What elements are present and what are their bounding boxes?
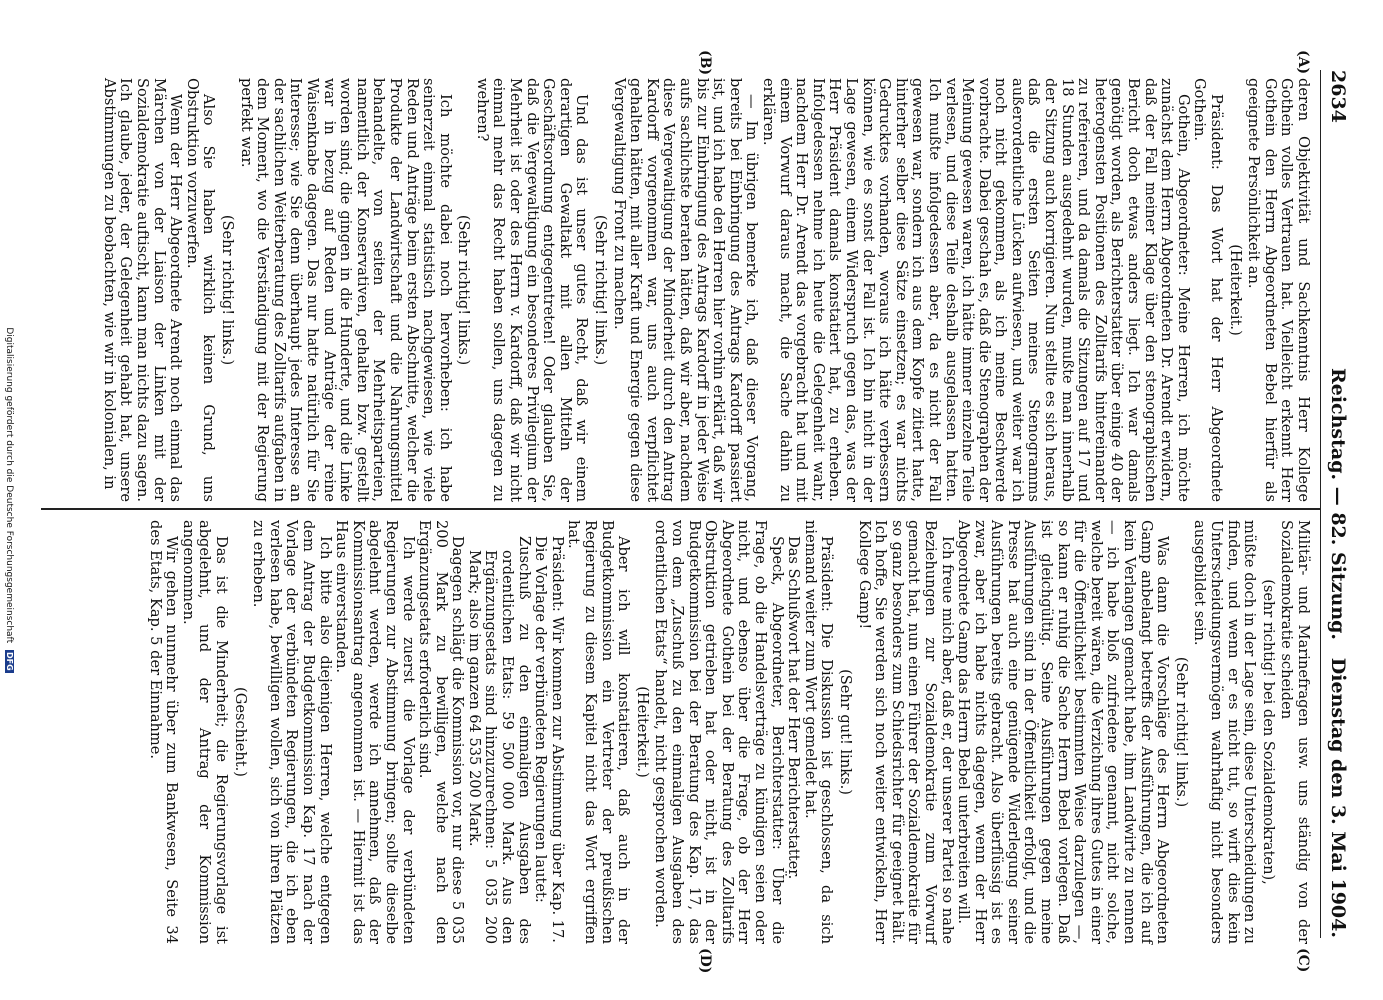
paragraph: Aber ich will konstatieren, daß auch in der Budgetkommission ein Vertreter der preußischen Regierung zu diesem Kapitel nicht das Wort ergriffen hat. bbox=[565, 520, 633, 944]
paragraph: Und das ist unser gutes Recht, daß wir einem derartigen Gewaltakt mit allen Mitteln der Geschäftsordnung entgegentreten! Oder glauben Sie, daß die Vergewaltigung ein besonderes Privilegium der Mehrheit ist oder des Herrn v. Kardorff, daß wir nicht einmal mehr das Recht haben sollen, uns dagegen zu wehren? bbox=[473, 78, 591, 502]
paragraph: Gothein, Abgeordneter: Meine Herren, ich möchte zunächst dem Herrn Abgeordneten Dr. Arendt erwidern, daß der Fall meiner Klage über den stenographischen Bericht doch etwas anders liegt. Ich war damals genötigt worden, als Berichterstatter über einige 40 der heterogensten Positionen des Zolltarifs hintereinander zu referieren, und da damals die Sitzungen auf 17 und 18 Stunden ausgedehnt wurden, mußte man innerhalb der Sitzung auch korrigieren. Nun stellte es sich heraus, daß die ersten Seiten meines Stenogramms außerordentliche Lücken aufwiesen, und weiter war ich noch nicht gekommen, als ich meine Beschwerde vorbrachte. Dabei geschah es, daß die Stenographen der Meinung gewesen waren, ich hätte immer einzelne Teile verlesen, und diese Teile deshalb ausgelassen hatten. Ich mußte infolgedessen aber, da es nicht der Fall gewesen war, sondern ich aus dem Kopfe zitiert hatte, hinterher selber diese Sätze einsetzen; es war nichts Gedrucktes vorhanden, woraus ich hätte verbessern können, wie es sonst der Fall ist. Ich bin nicht in der Lage gewesen, einem Widerspruch gegen das, was der Herr Präsident damals konstatiert hat, zu erheben. Infolgedessen nehme ich heute die Gelegenheit wahr, nachdem Herr Dr. Arendt das vorgebracht hat und mit einem Vorwurf daraus macht, die Sache dahin zu erklären. bbox=[760, 78, 1192, 502]
paragraph: Wir gehen nunmehr über zum Bankwesen, Seite 34 des Etats, Kap. 5 der Einnahme. bbox=[146, 520, 181, 944]
right-column bbox=[146, 520, 1311, 944]
digitization-credit bbox=[0, 0, 14, 1000]
paragraph: deren Objektivität und Sachkenntnis Herr Kollege Gothein volles Vertrauen hat. Vielleicht erkennt Herr Gothein den Herrn Abgeordneten Bebel hierfür als geeignete Persönlichkeit an. bbox=[1245, 78, 1312, 502]
margin-mark-c: (C) bbox=[1295, 948, 1311, 973]
interjection: (sehr richtig! bei den Sozialdemokraten), bbox=[1259, 579, 1277, 885]
running-title: Reichstag. — 82. Sitzung. bbox=[1327, 367, 1349, 641]
paragraph: Dagegen schlägt die Kommission vor, nur diese 5 035 200 Mark zu bewilligen, welche nach den Ergänzungsetats erforderlich sind. bbox=[416, 520, 467, 944]
interjection: (Sehr richtig! links.) bbox=[455, 214, 473, 366]
paragraph: Ich freue mich aber, daß er, der unserer Partei so nahe Beziehungen zur Sozialdemokratie zum Vorwurf gemacht hat, nun einen Führer der Sozialdemokratie für so ganz besonders zum Schiedsrichter für geeignet hält. Ich hoffe, Sie werden sich noch weiter entwickeln, Herr Kollege Gamp! bbox=[855, 520, 956, 944]
interjection: (Heiterkeit.) bbox=[633, 686, 651, 778]
paragraph: Präsident: Das Wort hat der Herr Abgeordnete Gothein. bbox=[1191, 78, 1226, 502]
paragraph: Speck, Abgeordneter, Berichterstatter: Über die Frage, ob die Handelsverträge zu kündigen seien oder nicht, und ebenso über die Frage, ob der Herr Abgeordnete Gothein bei der Beratung des Zolltarifs Obstruktion getrieben hat oder nicht, ist in der Budgetkommission bei der Beratung des Kap. 17, das von dem „Zuschuß zu den einmaligen Ausgaben des ordentlichen Etats“ handelt, nicht gesprochen worden. bbox=[652, 520, 786, 944]
interjection: (Sehr richtig! links.) bbox=[592, 214, 610, 366]
paragraph: Militär- und Marinefragen usw. uns ständig von der Sozialdemokratie scheiden bbox=[1278, 520, 1312, 944]
paragraph: Ich werde zuerst die Vorlage der verbündeten Regierungen zur Abstimmung bringen; sollte dieselbe abgelehnt werden, werde ich annehmen, daß der Kommissionsantrag angenommen ist. — Hiermit ist das Haus einverstanden. bbox=[333, 520, 417, 944]
left-column bbox=[100, 78, 1311, 502]
interjection: (Geschieht.) bbox=[231, 687, 249, 777]
paragraph: Wenn der Herr Abgeordnete Arendt noch einmal das Märchen von der Liaison der Linken mit der Sozialdemokratie auftischt, kann man nichts dazu sagen. Ich glaube, jeder, der Gelegenheit gehabt hat, unsere Abstimmungen zu beobachten, wie wir in kolonialen, in bbox=[100, 78, 185, 502]
interjection: (Heiterkeit.) bbox=[1226, 244, 1244, 336]
header-rule bbox=[1320, 70, 1321, 938]
paragraph: Was dann die Vorschläge des Herrn Abgeordneten Gamp anbelangt betreffs der Ausführungen, die ich auf kein Verlangen gemacht habe, ihm Landwirte zu nennen — ich habe bloß zufriedene genannt, nicht solche, welche bereit wären, die Verzichung ihres Gutes in einer für die Öffentlichkeit bestimmten Weise darzulegen —, so kann er ruhig die Sache Herrn Bebel vorlegen. Daß ist gleichgültig. Seine Ausführungen gegen meine Ausführungen sind in der Öffentlichkeit erfolgt, und die Presse hat auch eine genügende Widerlegung seiner Ausführungen bereits gebracht. Also überflüssig ist es zwar, aber ich habe nichts dagegen, wenn der Herr Abgeordnete Gamp das Herrn Bebel unterbreiten will. bbox=[955, 520, 1172, 944]
interjection: (Sehr richtig! links.) bbox=[219, 214, 236, 366]
paragraph: Präsident: Wir kommen zur Abstimmung über Kap. 17. bbox=[548, 536, 566, 943]
quoted-budget: Zuschuß zu den einmaligen Ausgaben des ordentlichen Etats: 59 500 000 Mark. Aus den Ergänzungsetats sind hinzuzurechnen: 5 035 200 Mark; also im ganzen 64 535 200 Mark. bbox=[465, 536, 533, 944]
paragraph: Ich bitte also diejenigen Herren, welche entgegen dem Antrag der Budgetkommission Kap. 17 nach der Vorlage der verbündeten Regierungen, die ich eben verlesen habe, bewilligen wollen, sich von ihren Plätzen zu erheben. bbox=[250, 520, 334, 944]
interjection: (Sehr gut! links.) bbox=[836, 669, 854, 795]
paragraph: müßte doch in der Lage sein, diese Unterscheidungen zu finden, und wenn er es nicht tut, so wirft dies kein Unterscheidungsvermögen wahrhaftig nicht besonders ausgebildet sein. bbox=[1191, 520, 1259, 944]
paragraph: Präsident: Die Diskussion ist geschlossen, da sich niemand weiter zum Wort gemeldet hat. bbox=[801, 520, 836, 944]
paragraph: Die Vorlage der verbündeten Regierungen lautet: bbox=[532, 536, 550, 903]
paragraph: — Im übrigen bemerke ich, daß dieser Vorgang, bereits bei Einbringung des Antrags Kardorff passiert ist, und ich habe den Herren hier vorhin erklärt, daß wir bis zur Einbringung des Antrags Kardorff in jeder Weise aufs sachlichste beraten hätten, daß wir aber, nachdem diese Vergewaltigung der Minderheit durch den Antrag Kardorff vorgenommen war, uns auch verpflichtet gehalten hätten, mit aller Kraft und Energie gegen diese Vergewaltigung Front zu machen. bbox=[610, 78, 761, 502]
paragraph: Das Schlußwort hat der Herr Berichterstatter. bbox=[785, 536, 803, 880]
page-header bbox=[1323, 70, 1349, 938]
interjection: (Sehr richtig! links.) bbox=[1172, 656, 1190, 808]
margin-mark-d: (D) bbox=[697, 948, 713, 974]
page-number: 2634 bbox=[1327, 70, 1349, 123]
margin-mark-a: (A) bbox=[1295, 50, 1311, 75]
session-date: Dienstag den 3. Mai 1904. bbox=[1327, 657, 1349, 938]
paragraph: Das ist die Minderheit; die Regierungsvorlage ist abgelehnt, und der Antrag der Kommission angenommen. bbox=[179, 520, 230, 944]
paragraph: Ich möchte dabei noch hervorheben: ich habe seinerzeit einmal statistisch nachgewiesen, wie viele Reden und Anträge beim ersten Abschnitte, welcher die Produkte der Landwirtschaft und die Nahrungsmittel behandelte, von seiten der Mehrheitsparteien, namentlich der Konservativen, gehalten bzw. gestellt worden sind; die gingen in die Hunderte, und die Linke war in bezug auf Reden und Anträge der reine Waisenknabe dagegen. Das nur hatte natürlich für Sie Interesse; wie Sie denn überhaupt jedes Interesse an der sachlichen Weiterberatung des Zolltarifs aufgaben in dem Moment, wo die Verständigung mit der Regierung perfekt war. bbox=[237, 78, 454, 502]
credit-text: Digitalisierung gefördert durch die Deutsche Forschungsgemeinschaft bbox=[4, 327, 14, 644]
margin-mark-b: (B) bbox=[697, 50, 713, 76]
paragraph: Also Sie haben wirklich keinen Grund, uns Obstruktion vorzuwerfen. bbox=[183, 78, 218, 502]
column-divider bbox=[41, 508, 1321, 510]
dfg-logo: DFG bbox=[5, 651, 14, 671]
